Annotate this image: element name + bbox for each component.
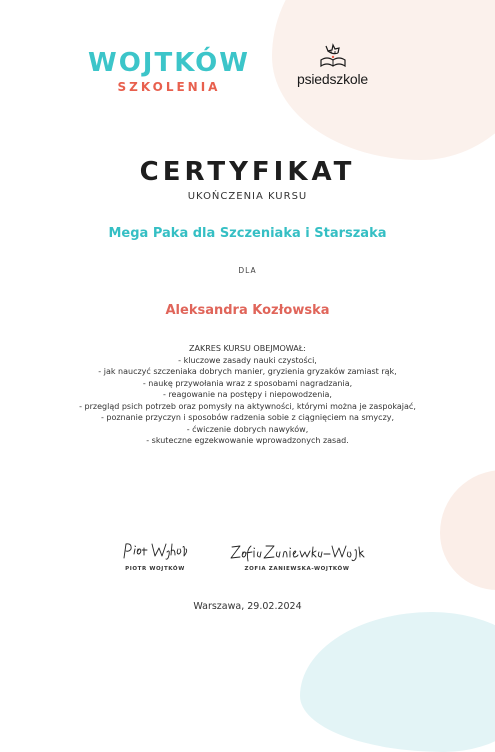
dog-book-icon [318,42,348,70]
for-label: DLA [238,266,257,275]
scope-item: - jak nauczyć szczeniaka dobrych manier, gryzienia gryzaków zamiast rąk, [98,367,397,376]
handwritten-signature-zofia [226,540,368,562]
decorative-blob-right [440,470,495,590]
signature-block-zofia [222,540,372,572]
scope-item: - reagowanie na postępy i niepowodzenia, [163,390,332,399]
handwritten-signature-piotr [120,540,190,562]
certificate-title: CERTYFIKAT [139,157,356,187]
decorative-blob-bottom [300,612,495,752]
scope-item: - przegląd psich potrzeb oraz pomysły na aktywności, którymi można je zaspokajać, [79,401,416,411]
psiedszkole-logo [295,42,370,87]
course-scope-header: ZAKRES KURSU OBEJMOWAŁ: [189,344,306,353]
signature-block-piotr [110,540,200,572]
course-name: Mega Paka dla Szczeniaka i Starszaka [108,226,387,241]
certificate-subtitle: UKOŃCZENIA KURSU [187,191,308,202]
scope-item: - naukę przywołania wraz z sposobami nagradzania, [142,378,353,388]
scope-item: - kluczowe zasady nauki czystości, [178,355,317,365]
signature-name-piotr: PIOTR WOJTKÓW [125,566,185,572]
wojtkow-logo-sub: SZKOLENIA [117,80,221,94]
place-and-date: Warszawa, 29.02.2024 [193,601,302,612]
signature-name-zofia: ZOFIA ZANIEWSKA-WOJTKÓW [244,566,350,572]
scope-item: - ćwiczenie dobrych nawyków, [186,424,309,434]
recipient-name: Aleksandra Kozłowska [165,303,330,318]
course-scope [0,343,495,447]
scope-item: - poznanie przyczyn i sposobów radzenia sobie z ciągnięciem na smyczy, [100,413,395,422]
scope-item: - skuteczne egzekwowanie wprowadzonych zasad. [146,436,349,445]
wojtkow-logo [88,48,250,94]
wojtkow-logo-main: WOJTKÓW [88,48,250,78]
psiedszkole-logo-text: psiedszkole [297,71,368,87]
